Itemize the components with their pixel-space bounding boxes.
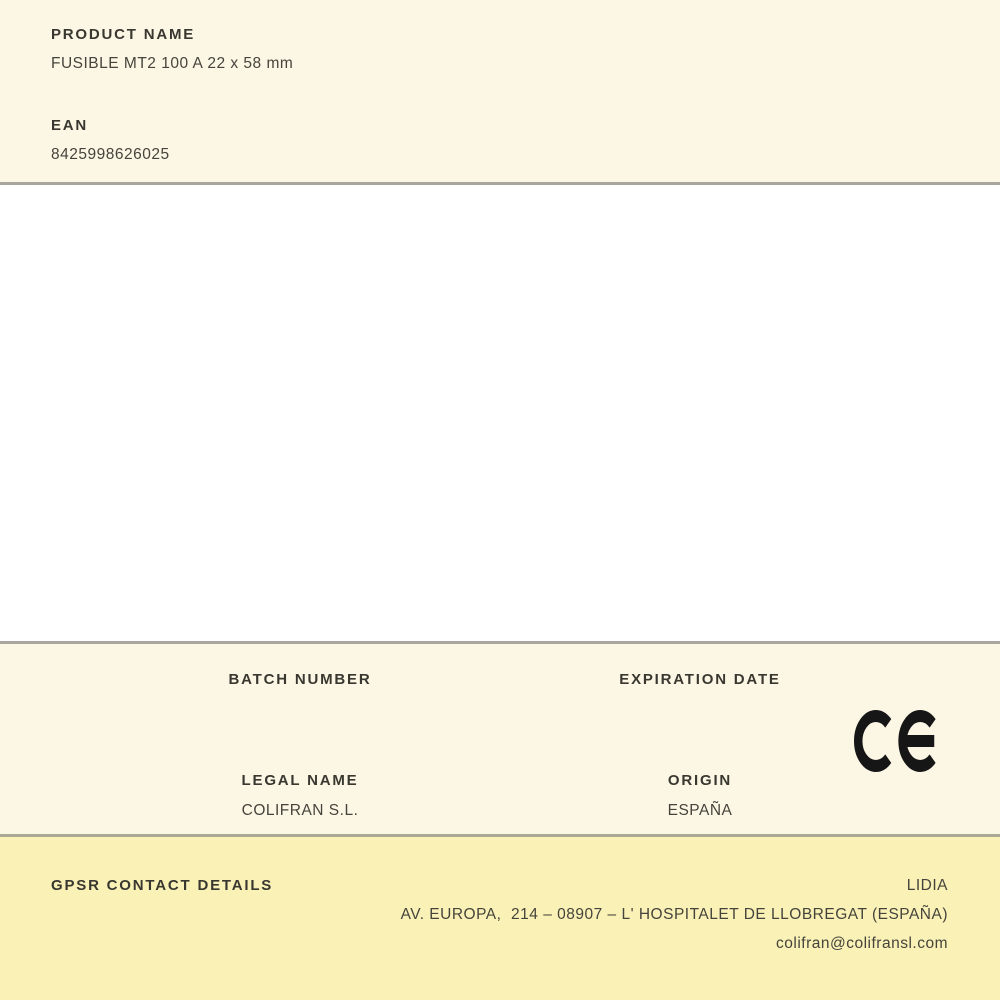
gpsr-address: AV. EUROPA, 214 – 08907 – L' HOSPITALET DE LLOBREGAT (ESPAÑA) bbox=[400, 906, 948, 923]
batch-number-field bbox=[100, 671, 500, 701]
details-grid bbox=[0, 644, 1000, 820]
expiration-date-label: EXPIRATION DATE bbox=[619, 671, 781, 688]
legal-name-label: LEGAL NAME bbox=[241, 772, 359, 789]
origin-value: ESPAÑA bbox=[667, 802, 733, 819]
ean-field bbox=[51, 117, 949, 164]
details-section bbox=[0, 644, 1000, 837]
product-header-section bbox=[0, 0, 1000, 185]
legal-name-field bbox=[100, 772, 500, 820]
ce-marking-icon bbox=[854, 710, 942, 772]
product-name-field bbox=[51, 26, 949, 73]
gpsr-contact-name: LIDIA bbox=[906, 877, 948, 894]
gpsr-contact-details-label: GPSR CONTACT DETAILS bbox=[51, 877, 274, 894]
gpsr-email: colifran@colifransl.com bbox=[776, 935, 948, 952]
batch-number-label: BATCH NUMBER bbox=[228, 671, 372, 688]
ean-label: EAN bbox=[51, 117, 89, 134]
gpsr-section bbox=[0, 837, 1000, 1000]
origin-label: ORIGIN bbox=[667, 772, 733, 789]
expiration-date-field bbox=[500, 671, 900, 701]
legal-name-value: COLIFRAN S.L. bbox=[241, 802, 359, 819]
blank-label-area bbox=[0, 185, 1000, 644]
origin-field bbox=[500, 772, 900, 820]
gpsr-row bbox=[51, 877, 948, 895]
product-name-value: FUSIBLE MT2 100 A 22 x 58 mm bbox=[51, 55, 294, 72]
product-name-label: PRODUCT NAME bbox=[51, 26, 196, 43]
ean-value: 8425998626025 bbox=[51, 146, 170, 163]
